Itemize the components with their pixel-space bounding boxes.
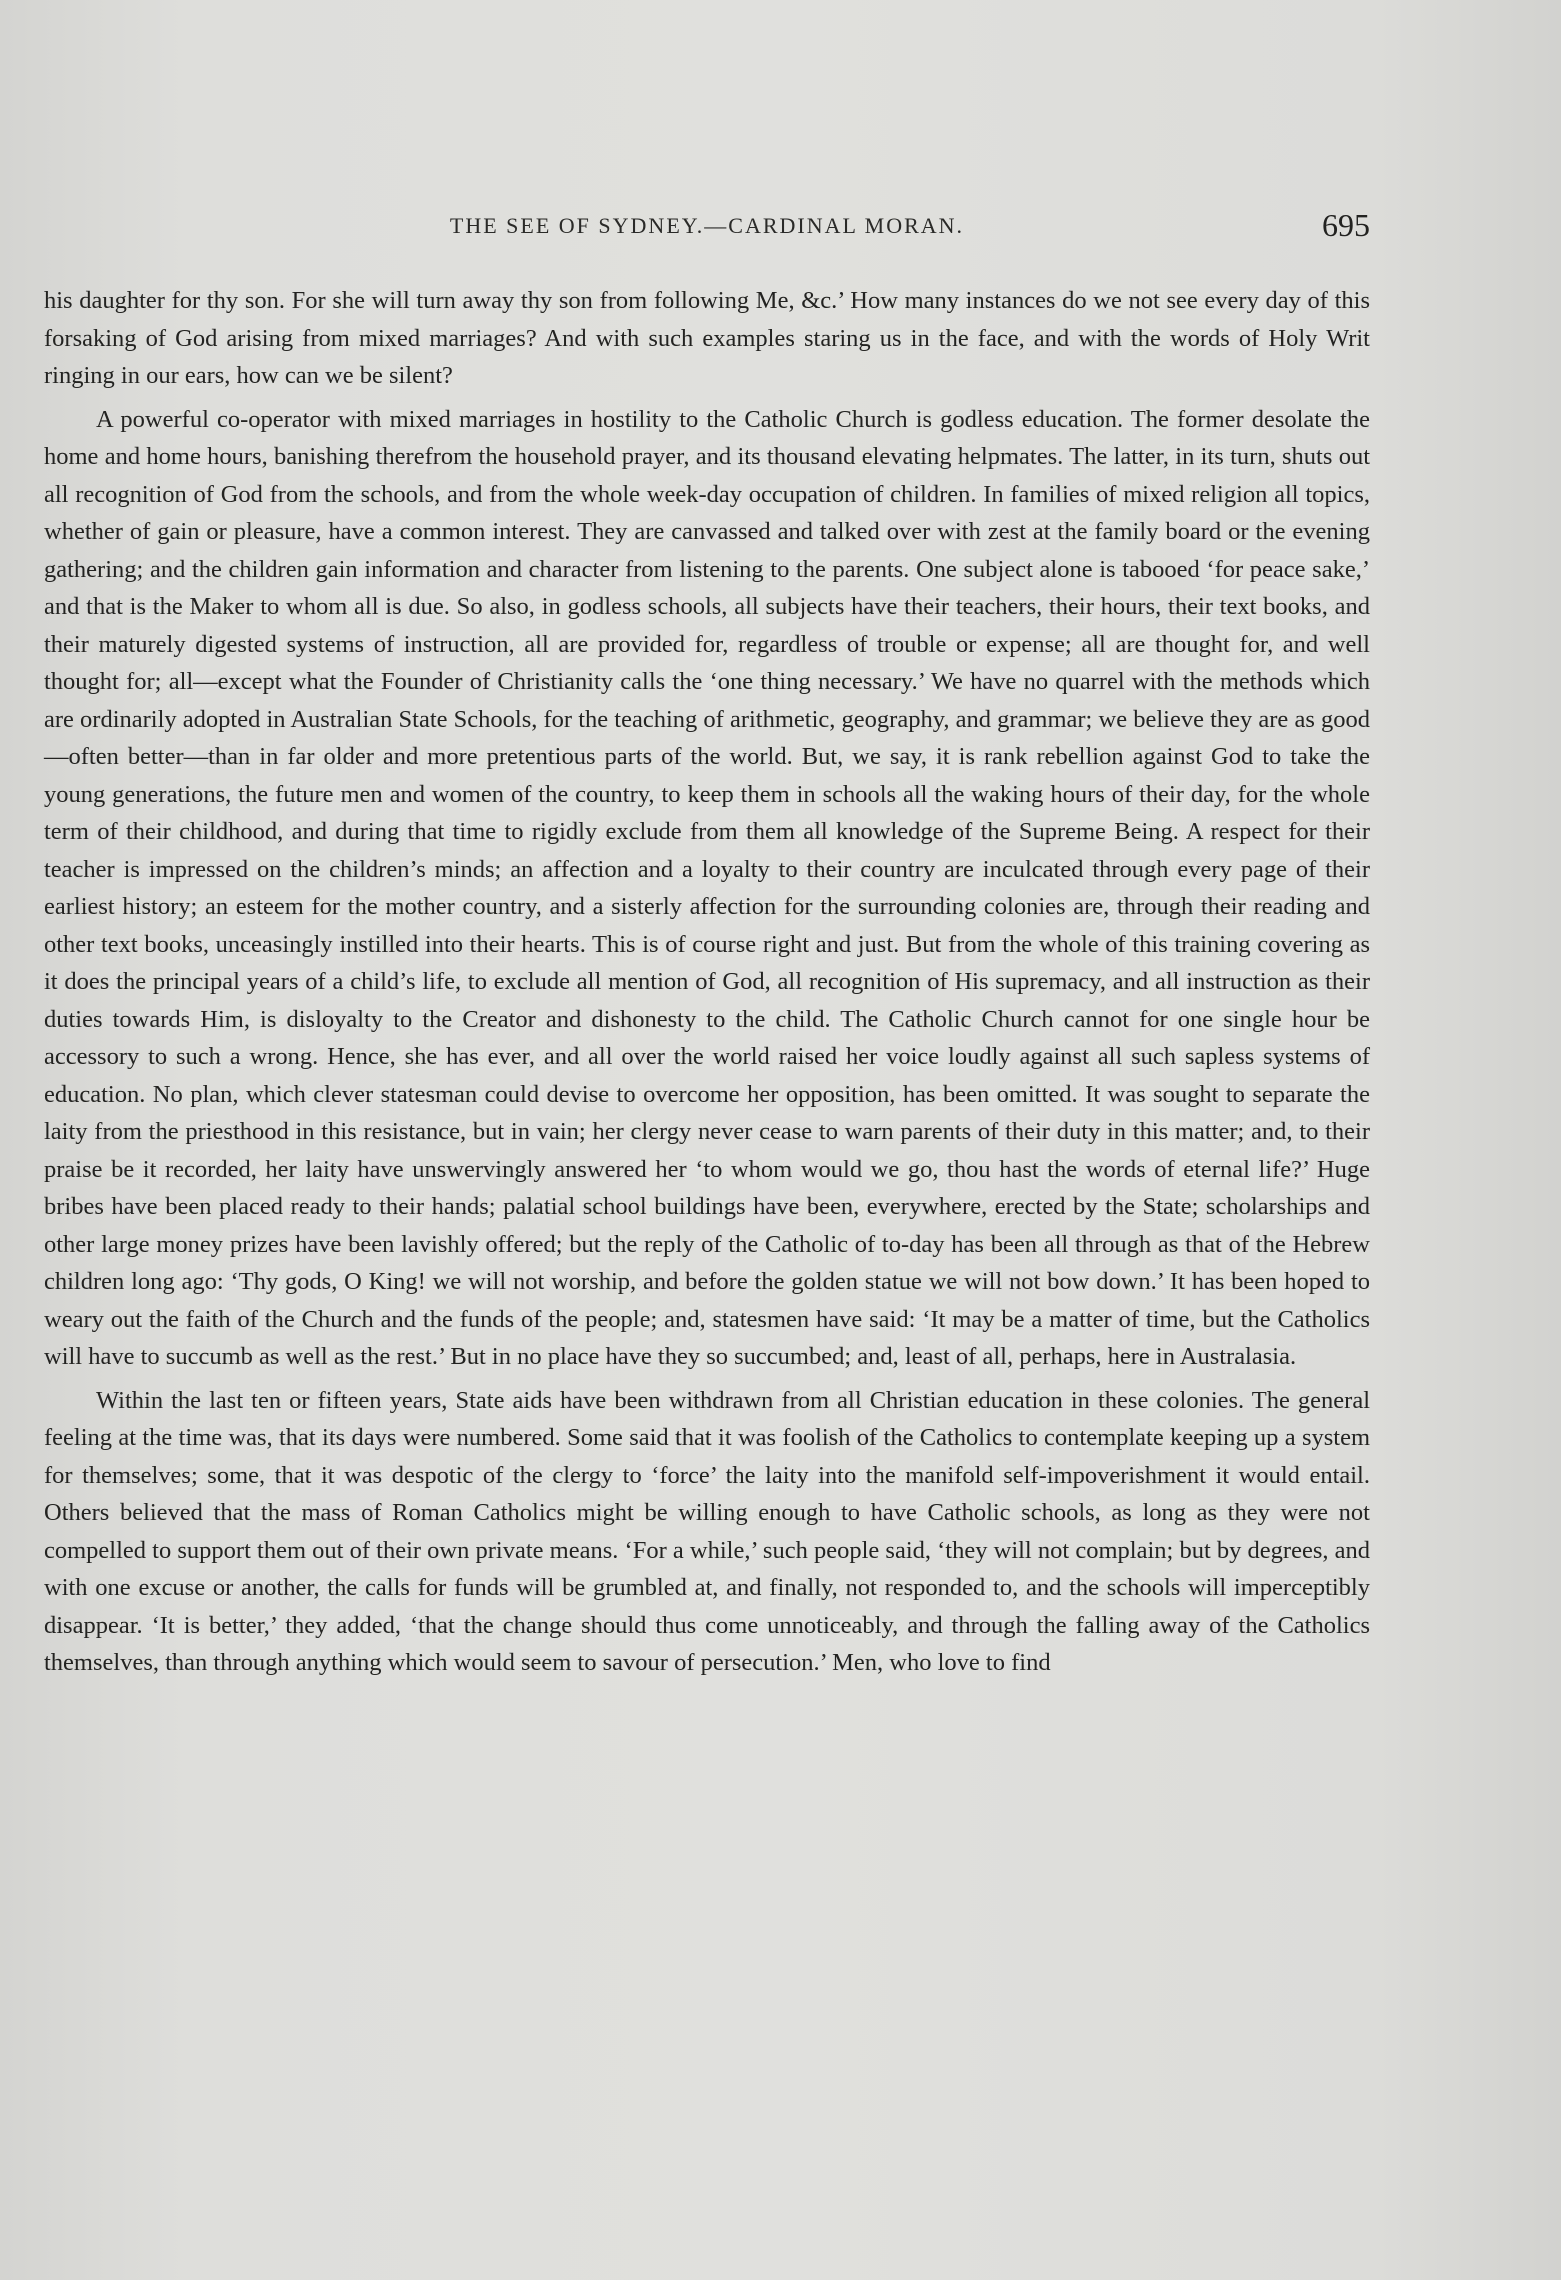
page-header bbox=[44, 207, 1370, 247]
body-text bbox=[44, 282, 1370, 2062]
paragraph-continuation: his daughter for thy son. For she will turn away thy son from following Me, &c.’ How many instances do we not see every day of this forsaking of God arising from mixed marriages? And with such examples staring us in the face, and with the words of Holy Writ ringing in our ears, how can we be silent? bbox=[44, 287, 1370, 389]
page-number: 695 bbox=[1322, 207, 1370, 243]
running-title: THE SEE OF SYDNEY.—CARDINAL MORAN. bbox=[449, 213, 965, 238]
paragraph-godless-education: A powerful co-operator with mixed marriages in hostility to the Catholic Church is godless education. The former desolate the home and home hours, banishing therefrom the household prayer, and its thousand elevating helpmates. The latter, in its turn, shuts out all recognition of God from the schools, and from the whole week-day occupation of children. In families of mixed religion all topics, whether of gain or pleasure, have a common interest. They are canvassed and talked over with zest at the family board or the evening gathering; and the children gain information and character from listening to the parents. One subject alone is tabooed ‘for peace sake,’ and that is the Maker to whom all is due. So also, in godless schools, all subjects have their teachers, their hours, their text books, and their maturely digested systems of instruction, all are provided for, regardless of trouble or expense; all are thought for, and well thought for; all—except what the Founder of Christianity calls the ‘one thing necessary.’ We have no quarrel with the methods which are ordinarily adopted in Australian State Schools, for the teaching of arithmetic, geography, and grammar; we believe they are as good—often better—than in far older and more pretentious parts of the world. But, we say, it is rank rebellion against God to take the young generations, the future men and women of the country, to keep them in schools all the waking hours of their day, for the whole term of their childhood, and during that time to rigidly exclude from them all knowledge of the Supreme Being. A respect for their teacher is impressed on the children’s minds; an affection and a loyalty to their country are inculcated through every page of their earliest history; an esteem for the mother country, and a sisterly affection for the surrounding colonies are, through their reading and other text books, unceasingly instilled into their hearts. This is of course right and just. But from the whole of this training covering as it does the principal years of a child’s life, to exclude all mention of God, all recognition of His supremacy, and all instruction as their duties towards Him, is disloyalty to the Creator and dishonesty to the child. The Catholic Church cannot for one single hour be accessory to such a wrong. Hence, she has ever, and all over the world raised her voice loudly against all such sapless systems of education. No plan, which clever statesman could devise to overcome her opposition, has been omitted. It was sought to separate the laity from the priesthood in this resistance, but in vain; her clergy never cease to warn parents of their duty in this matter; and, to their praise be it recorded, her laity have unswervingly answered her ‘to whom would we go, thou hast the words of eternal life?’ Huge bribes have been placed ready to their hands; palatial school buildings have been, everywhere, erected by the State; scholarships and other large money prizes have been lavishly offered; but the reply of the Catholic of to-day has been all through as that of the Hebrew children long ago: ‘Thy gods, O King! we will not worship, and before the golden statue we will not bow down.’ It has been hoped to weary out the faith of the Church and the funds of the people; and, statesmen have said: ‘It may be a matter of time, but the Catholics will have to succumb as well as the rest.’ But in no place have they so succumbed; and, least of all, perhaps, here in Australasia. bbox=[44, 405, 1370, 1370]
paragraph-state-aids: Within the last ten or fifteen years, State aids have been withdrawn from all Christian education in these colonies. The general feeling at the time was, that its days were numbered. Some said that it was foolish of the Catholics to contemplate keeping up a system for themselves; some, that it was despotic of the clergy to ‘force’ the laity into the manifold self-impoverishment it would entail. Others believed that the mass of Roman Catholics might be willing enough to have Catholic schools, as long as they were not compelled to support them out of their own private means. ‘For a while,’ such people said, ‘they will not complain; but by degrees, and with one excuse or another, the calls for funds will be grumbled at, and finally, not responded to, and the schools will imperceptibly disappear. ‘It is better,’ they added, ‘that the change should thus come unnoticeably, and through the falling away of the Catholics themselves, than through anything which would seem to savour of persecution.’ Men, who love to find bbox=[44, 1386, 1370, 1676]
